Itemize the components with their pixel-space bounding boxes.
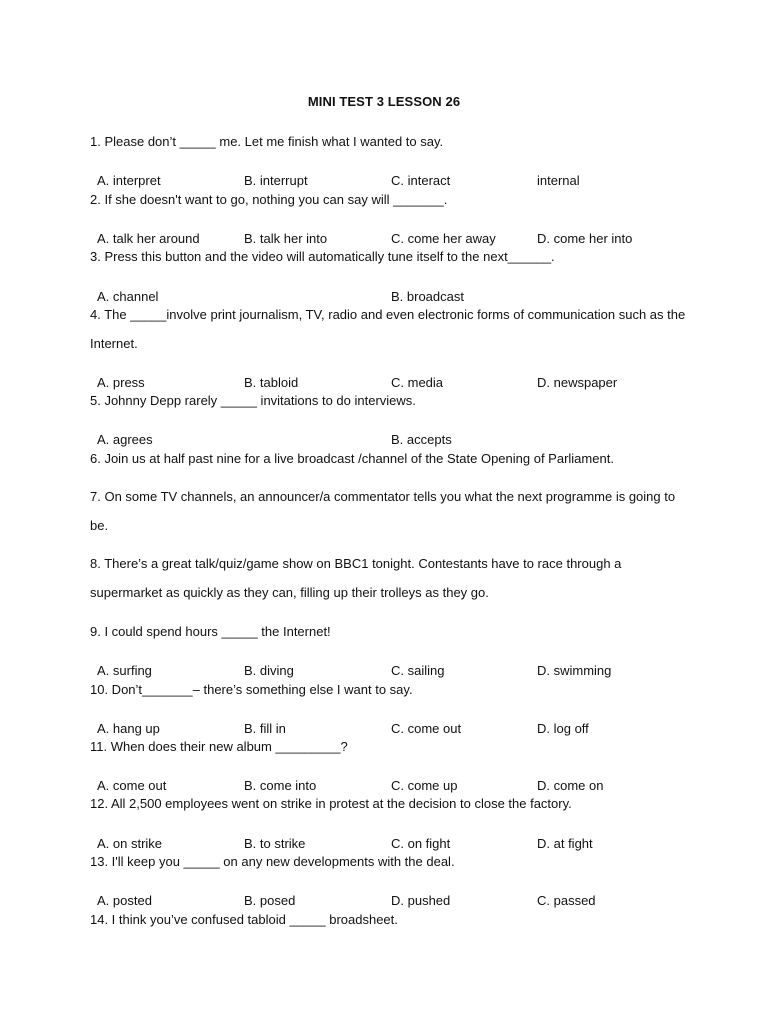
option-b[interactable]: B. diving	[244, 663, 294, 678]
option-a[interactable]: A. posted	[97, 893, 152, 908]
page-title: MINI TEST 3 LESSON 26	[307, 94, 461, 109]
option-c[interactable]: C. come up	[391, 778, 458, 793]
option-b[interactable]: B. talk her into	[244, 231, 328, 246]
option-a[interactable]: A. surfing	[97, 663, 152, 678]
option-b[interactable]: B. tabloid	[244, 375, 299, 390]
option-d[interactable]: D. come on	[537, 778, 604, 793]
option-c[interactable]: D. pushed	[391, 893, 451, 908]
option-c[interactable]: C. come her away	[391, 231, 496, 246]
question-13: 13. I'll keep you _____ on any new developments with the deal.	[90, 854, 455, 869]
option-b[interactable]: B. fill in	[244, 721, 286, 736]
option-c[interactable]: C. media	[391, 375, 444, 390]
option-d[interactable]: D. newspaper	[537, 375, 618, 390]
question-4: 4. The _____involve print journalism, TV, radio and even electronic forms of communication such as the Internet.	[90, 307, 686, 351]
option-a[interactable]: A. on strike	[97, 836, 163, 851]
question-5: 5. Johnny Depp rarely _____ invitations to do interviews.	[90, 393, 416, 408]
option-d[interactable]: D. at fight	[537, 836, 593, 851]
option-c[interactable]: C. interact	[391, 173, 451, 188]
option-b[interactable]: B. broadcast	[391, 289, 464, 304]
question-10: 10. Don’t_______– there’s something else I want to say.	[90, 682, 413, 697]
option-b[interactable]: B. accepts	[391, 432, 452, 447]
option-c[interactable]: C. sailing	[391, 663, 445, 678]
question-12: 12. All 2,500 employees went on strike in protest at the decision to close the factory.	[90, 796, 572, 811]
question-6: 6. Join us at half past nine for a live broadcast /channel of the State Opening of Parliament.	[90, 451, 614, 466]
question-7: 7. On some TV channels, an announcer/a commentator tells you what the next programme is going to be.	[90, 489, 676, 533]
option-d[interactable]: internal	[537, 173, 580, 188]
option-a[interactable]: A. hang up	[97, 721, 160, 736]
option-c[interactable]: C. come out	[391, 721, 462, 736]
option-a[interactable]: A. agrees	[97, 432, 153, 447]
option-b[interactable]: B. come into	[244, 778, 317, 793]
option-d[interactable]: D. swimming	[537, 663, 612, 678]
option-b[interactable]: B. posed	[244, 893, 296, 908]
option-c[interactable]: C. on fight	[391, 836, 451, 851]
question-8: 8. There’s a great talk/quiz/game show on BBC1 tonight. Contestants have to race through a supermarket as quickly as they can, filling up their trolleys as they go.	[90, 556, 622, 600]
option-a[interactable]: A. interpret	[97, 173, 161, 188]
question-9: 9. I could spend hours _____ the Internet!	[90, 624, 331, 639]
question-3: 3. Press this button and the video will automatically tune itself to the next______.	[90, 249, 555, 264]
option-a[interactable]: A. talk her around	[97, 231, 200, 246]
question-2: 2. If she doesn't want to go, nothing you can say will _______.	[90, 192, 448, 207]
option-b[interactable]: B. interrupt	[244, 173, 308, 188]
option-d[interactable]: D. log off	[537, 721, 589, 736]
option-d[interactable]: D. come her into	[537, 231, 633, 246]
question-11: 11. When does their new album _________?	[90, 739, 348, 754]
option-a[interactable]: A. channel	[97, 289, 159, 304]
option-a[interactable]: A. press	[97, 375, 145, 390]
option-d[interactable]: C. passed	[537, 893, 596, 908]
option-a[interactable]: A. come out	[97, 778, 167, 793]
option-b[interactable]: B. to strike	[244, 836, 306, 851]
question-14: 14. I think you’ve confused tabloid _____ broadsheet.	[90, 912, 398, 927]
question-1: 1. Please don’t _____ me. Let me finish what I wanted to say.	[90, 134, 444, 149]
